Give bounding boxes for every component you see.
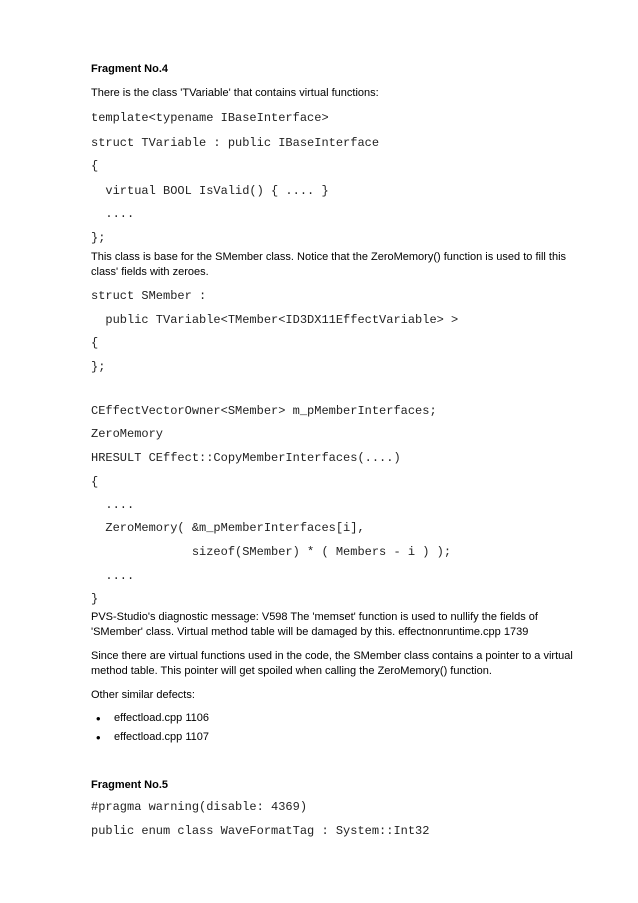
diagnostic-message: PVS-Studio's diagnostic message: V598 The 'memset' function is used to nullify the fields of 'SMember' class. Virtual method table will be damaged by this. effectnonruntime.cpp 1739 <box>91 611 538 638</box>
code-line: .... <box>91 569 135 583</box>
code-line: template<typename IBaseInterface> <box>91 111 329 125</box>
code-line: virtual BOOL IsValid() { .... } <box>91 184 329 198</box>
code-line: .... <box>91 498 135 512</box>
code-line: }; <box>91 360 106 374</box>
similar-defects-label: Other similar defects: <box>91 689 195 701</box>
paragraph-explanation: Since there are virtual functions used in the code, the SMember class contains a pointer to a virtual method table. This pointer will get spoiled when calling the ZeroMemory() function. <box>91 650 573 677</box>
list-item: • effectload.cpp 1107 <box>114 730 209 745</box>
code-line: struct SMember : <box>91 289 207 303</box>
code-line: public TVariable<TMember<ID3DX11EffectVariable> > <box>91 313 459 327</box>
code-line: ZeroMemory <box>91 427 164 441</box>
code-line: HRESULT CEffect::CopyMemberInterfaces(....) <box>91 451 401 465</box>
code-line: public enum class WaveFormatTag : System::Int32 <box>91 824 430 838</box>
code-line: { <box>91 336 99 350</box>
code-line: sizeof(SMember) * ( Members - i ) ); <box>91 545 452 559</box>
code-line: { <box>91 475 99 489</box>
code-line: .... <box>91 207 135 221</box>
list-item: • effectload.cpp 1106 <box>114 711 209 726</box>
code-line: CEffectVectorOwner<SMember> m_pMemberInterfaces; <box>91 404 437 418</box>
code-line: ZeroMemory( &m_pMemberInterfaces[i], <box>91 521 365 535</box>
code-line: struct TVariable : public IBaseInterface <box>91 136 380 150</box>
fragment-4-heading: Fragment No.4 <box>91 63 169 75</box>
code-line: { <box>91 159 99 173</box>
paragraph-smember: This class is base for the SMember class. Notice that the ZeroMemory() function is used to fill this class' fields with zeroes. <box>91 251 567 278</box>
code-line: #pragma warning(disable: 4369) <box>91 800 308 814</box>
fragment-4-intro: There is the class 'TVariable' that contains virtual functions: <box>91 87 379 99</box>
fragment-5-heading: Fragment No.5 <box>91 779 169 791</box>
code-line: } <box>91 592 99 606</box>
code-line: }; <box>91 231 106 245</box>
